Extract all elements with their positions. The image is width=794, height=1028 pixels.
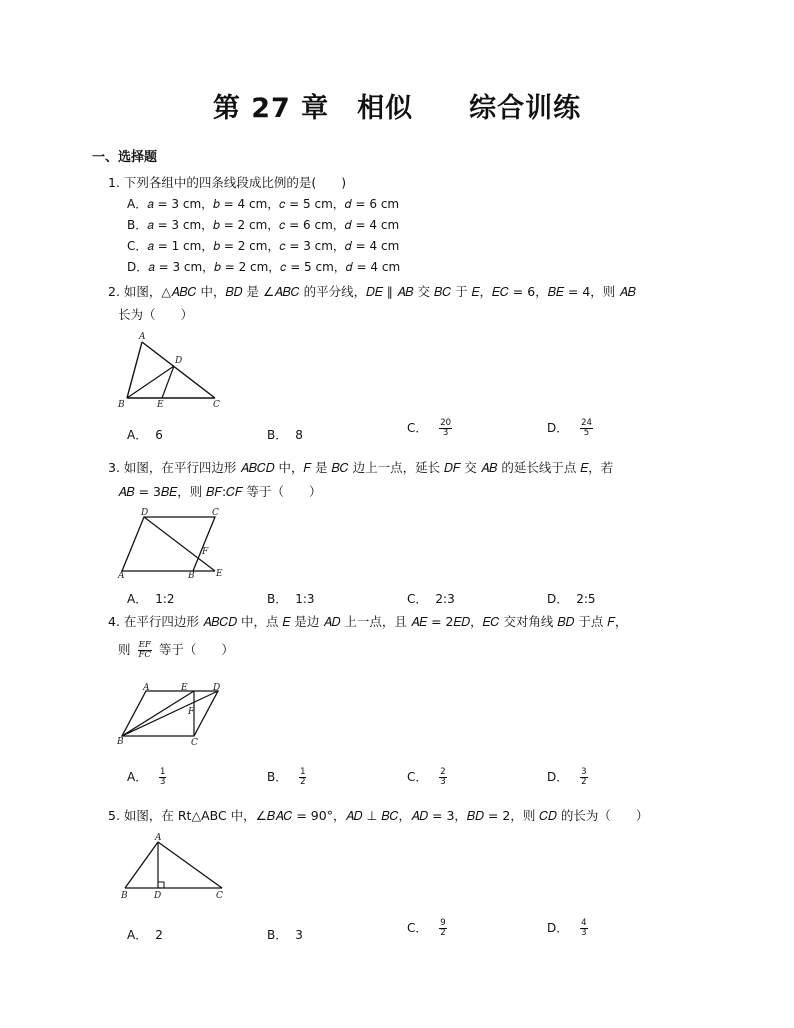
q1-option-a: A．𝑎 = 3 cm，𝑏 = 4 cm，𝑐 = 5 cm，𝑑 = 6 cm [127,197,400,211]
q5-right-triangle-figure [112,828,230,904]
q2-option-a: A． 6 [127,428,163,442]
q4-option-c: C． $\frac{2}{3}$ [407,767,446,787]
q4-option-a: A． $\frac{1}{3}$ [127,767,166,787]
q3-label-d: D [141,508,149,518]
q3-label-b: B [188,571,195,581]
q2-option-d: D． $\frac{24}{5}$ [547,418,592,438]
q5-option-a: A． 2 [127,928,163,942]
q2-option-c: C． $\frac{20}{3}$ [407,418,452,438]
q2-label-c: C [213,400,220,410]
q4-stem-line2: 则 $\frac{EF}{FC}$ 等于（ ） [118,640,234,660]
q3-label-c: C [212,508,219,518]
q2-option-b: B． 8 [267,428,303,442]
q5-label-b: B [121,891,128,901]
q5-option-c: C． $\frac{9}{2}$ [407,918,446,938]
q5-option-d: D． $\frac{4}{3}$ [547,918,587,938]
q3-label-e: E [216,569,223,579]
q4-label-d: D [213,683,221,693]
q4-label-e: E [181,683,188,693]
q2-label-a: A [139,332,146,342]
q1-stem: 1. 下列各组中的四条线段成比例的是( ) [108,175,347,190]
q4-option-d: D． $\frac{3}{2}$ [547,767,587,787]
q2-label-d: D [175,356,183,366]
q3-option-d: D． 2:5 [547,592,596,606]
q2-stem-line1: 2. 如图，△𝐴𝐵𝐶 中，𝐵𝐷 是 ∠𝐴𝐵𝐶 的平分线，𝐷𝐸 ∥ 𝐴𝐵 交 𝐵𝐶 于 𝐸，𝐸𝐶 = 6，𝐵𝐸 = 4，则 𝐴𝐵 [108,284,636,299]
q4-label-a: A [143,683,150,693]
q2-stem-line2: 长为（ ） [118,307,194,322]
q2-label-e: E [157,400,164,410]
q4-parallelogram-figure [112,682,227,748]
q3-stem-line1: 3. 如图，在平行四边形 𝐴𝐵𝐶𝐷 中，𝐹 是 𝐵𝐶 边上一点，延长 𝐷𝐹 交 𝐴𝐵 的延长线于点 𝐸，若 [108,460,614,475]
q4-label-f: F [188,707,195,717]
q4-stem-line1: 4. 在平行四边形 𝐴𝐵𝐶𝐷 中，点 𝐸 是边 𝐴𝐷 上一点，且 𝐴𝐸 = 2𝐸𝐷，𝐸𝐶 交对角线 𝐵𝐷 于点 𝐹， [108,614,628,629]
q3-option-a: A． 1:2 [127,592,175,606]
q3-option-b: B． 1:3 [267,592,315,606]
page-title: 第 27 章 相似 综合训练 [212,93,582,124]
q1-option-d: D．𝑎 = 3 cm，𝑏 = 2 cm，𝑐 = 5 cm，𝑑 = 4 cm [127,260,401,274]
q3-label-a: A [118,571,125,581]
q5-stem: 5. 如图，在 Rt△ABC 中，∠𝐵𝐴𝐶 = 90°，𝐴𝐷 ⊥ 𝐵𝐶，𝐴𝐷 = 3，𝐵𝐷 = 2，则 𝐶𝐷 的长为（ ） [108,808,649,823]
q3-option-c: C． 2:3 [407,592,455,606]
q5-option-b: B． 3 [267,928,303,942]
q1-option-c: C．𝑎 = 1 cm，𝑏 = 2 cm，𝑐 = 3 cm，𝑑 = 4 cm [127,239,400,253]
q3-label-f: F [202,547,209,557]
q2-triangle-figure [112,328,227,410]
q5-label-c: C [216,891,223,901]
q4-label-c: C [191,738,198,748]
q4-label-b: B [117,737,124,747]
q3-stem-line2: 𝐴𝐵 = 3𝐵𝐸，则 𝐵𝐹:𝐶𝐹 等于（ ） [118,484,322,499]
q1-option-b: B．𝑎 = 3 cm，𝑏 = 2 cm，𝑐 = 6 cm，𝑑 = 4 cm [127,218,400,232]
q3-parallelogram-figure [112,505,232,581]
section-heading: 一、选择题 [92,150,158,165]
q5-label-a: A [155,833,162,843]
q5-label-d: D [154,891,162,901]
q2-label-b: B [118,400,125,410]
q4-option-b: B． $\frac{1}{2}$ [267,767,306,787]
